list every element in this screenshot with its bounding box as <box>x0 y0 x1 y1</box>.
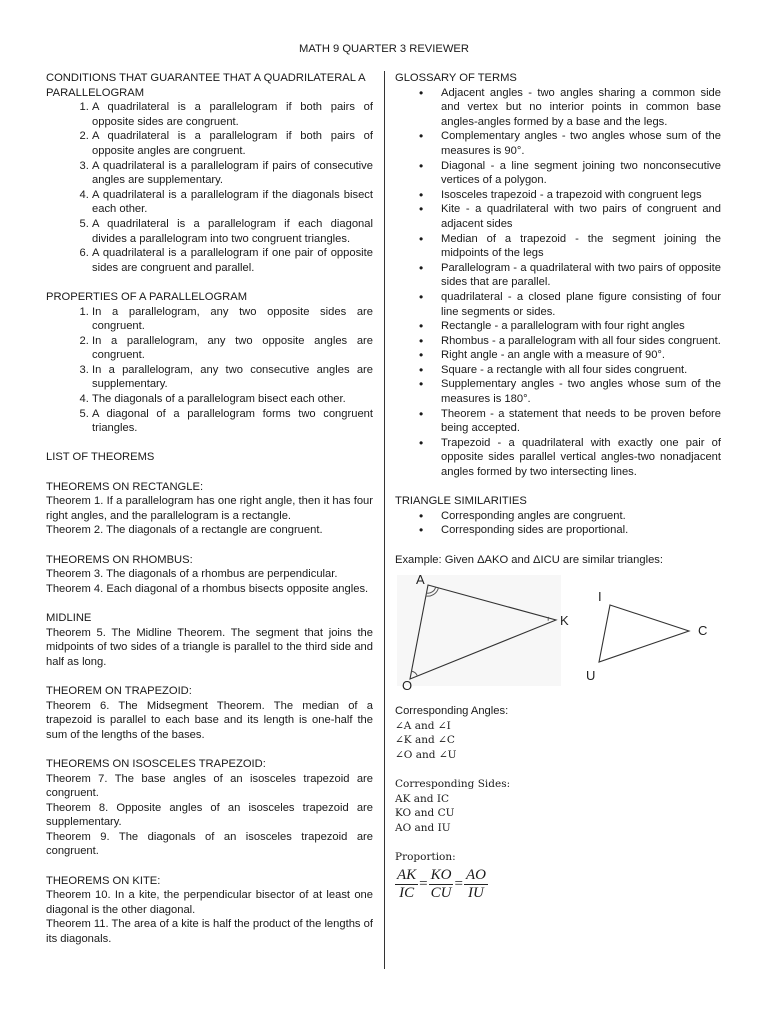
midline-heading: MIDLINE <box>46 611 92 624</box>
kite-heading: THEOREMS ON KITE: <box>46 874 161 887</box>
numerator: KO <box>430 866 452 883</box>
list-item: • Diagonal - a line segment joining two nonconsecutive vertices of a polygon. <box>441 159 721 188</box>
list-item: • Complementary angles - two angles whose sum of the measures is 90°. <box>441 129 721 158</box>
theorems-list-heading: LIST OF THEOREMS <box>46 451 155 464</box>
list-item: 1. A quadrilateral is a parallelogram if both pairs of opposite sides are congruent. <box>92 100 373 129</box>
theorem-3: Theorem 3. The diagonals of a rhombus are perpendicular. <box>46 568 338 581</box>
fraction-ak-ic <box>395 867 418 902</box>
conditions-list <box>46 100 373 275</box>
figure-background <box>397 575 561 686</box>
angle-pair: ∠K and ∠C <box>395 734 455 747</box>
theorem-6: Theorem 6. The Midsegment Theorem. The median of a trapezoid is parallel to each base and its length is one-half the sum of the lengths of the bases. <box>46 699 373 741</box>
isosceles-heading: THEOREMS ON ISOSCELES TRAPEZOID: <box>46 757 266 770</box>
theorem-7: Theorem 7. The base angles of an isosceles trapezoid are congruent. <box>46 772 373 800</box>
list-item: • Theorem - a statement that needs to be proven before being accepted. <box>441 407 721 436</box>
page-title: MATH 9 QUARTER 3 REVIEWER <box>299 43 469 55</box>
list-item: • Corresponding sides are proportional. <box>441 523 721 538</box>
list-item: 2. A quadrilateral is a parallelogram if both pairs of opposite angles are congruent. <box>92 129 373 158</box>
equals-sign: = <box>419 875 428 892</box>
glossary-heading: GLOSSARY OF TERMS <box>395 72 517 84</box>
similarity-list <box>395 509 721 538</box>
list-item: • Supplementary angles - two angles whose sum of the measures is 180°. <box>441 377 721 406</box>
denominator: IU <box>468 884 484 901</box>
column-divider <box>384 71 385 969</box>
side-pair: AO and IU <box>395 821 451 834</box>
denominator: IC <box>399 884 415 901</box>
triangles-diagram <box>395 573 725 698</box>
theorem-9: Theorem 9. The diagonals of an isosceles trapezoid are congruent. <box>46 830 373 858</box>
list-item: 3. A quadrilateral is a parallelogram if pairs of consecutive angles are supplementary. <box>92 159 373 188</box>
theorem-2: Theorem 2. The diagonals of a rectangle are congruent. <box>46 524 323 537</box>
proportion-heading: Proportion: <box>395 851 456 864</box>
list-item: • Adjacent angles - two angles sharing a common side and vertex but no interior points in common base angles-angles formed by a base and the legs. <box>441 86 721 130</box>
list-item: • Parallelogram - a quadrilateral with two pairs of opposite sides that are parallel. <box>441 261 721 290</box>
corresponding-sides-heading: Corresponding Sides: <box>395 778 511 791</box>
label-o: O <box>402 678 413 694</box>
equals-sign: = <box>454 875 463 892</box>
properties-heading: PROPERTIES OF A PARALLELOGRAM <box>46 290 248 303</box>
similar-triangles-figure <box>395 573 725 698</box>
side-pair: KO and CU <box>395 807 455 820</box>
triangle-icu <box>599 605 689 662</box>
list-item: 2. In a parallelogram, any two opposite angles are congruent. <box>92 334 373 363</box>
angle-pair: ∠O and ∠U <box>395 748 457 761</box>
list-item: • Corresponding angles are congruent. <box>441 509 721 524</box>
theorem-4: Theorem 4. Each diagonal of a rhombus bisects opposite angles. <box>46 582 369 595</box>
list-item: • Isosceles trapezoid - a trapezoid with congruent legs <box>441 188 721 203</box>
list-item: • Square - a rectangle with all four sides congruent. <box>441 363 721 378</box>
corresponding-angles-heading: Corresponding Angles: <box>395 705 509 718</box>
fraction-ao-iu <box>464 867 488 902</box>
similarity-heading: TRIANGLE SIMILARITIES <box>395 495 527 508</box>
theorem-11: Theorem 11. The area of a kite is half the product of the lengths of its diagonals. <box>46 918 373 946</box>
list-item: 6. A quadrilateral is a parallelogram if one pair of opposite sides are congruent and parallel. <box>92 246 373 275</box>
side-pair: AK and IC <box>395 792 450 805</box>
label-u: U <box>586 668 596 684</box>
list-item: 4. A quadrilateral is a parallelogram if the diagonals bisect each other. <box>92 188 373 217</box>
list-item: 5. A diagonal of a parallelogram forms two congruent triangles. <box>92 407 373 436</box>
theorem-1: Theorem 1. If a parallelogram has one right angle, then it has four right angles, and the parallelogram is a rectangle. <box>46 495 373 522</box>
example-text: Example: Given ΔAKO and ΔICU are similar triangles: <box>395 553 664 566</box>
denominator: CU <box>430 884 452 901</box>
list-item: 5. A quadrilateral is a parallelogram if each diagonal divides a parallelogram into two congruent triangles. <box>92 217 373 246</box>
theorem-8: Theorem 8. Opposite angles of an isosceles trapezoid are supplementary. <box>46 801 373 829</box>
list-item: 4. The diagonals of a parallelogram bisect each other. <box>92 392 373 407</box>
label-c: C <box>698 623 708 639</box>
label-a: A <box>416 573 425 588</box>
angle-pair: ∠A and ∠I <box>395 719 451 732</box>
list-item: 3. In a parallelogram, any two consecutive angles are supplementary. <box>92 363 373 392</box>
proportion-equation <box>395 867 721 902</box>
numerator: AK <box>397 866 417 883</box>
rhombus-heading: THEOREMS ON RHOMBUS: <box>46 553 193 566</box>
fraction-ko-cu <box>429 867 454 902</box>
list-item: • quadrilateral - a closed plane figure consisting of four line segments or sides. <box>441 290 721 319</box>
label-i: I <box>598 589 602 605</box>
conditions-heading: CONDITIONS THAT GUARANTEE THAT A QUADRILATERAL A PARALLELOGRAM <box>46 72 365 99</box>
properties-list <box>46 305 373 436</box>
list-item: • Kite - a quadrilateral with two pairs of congruent and adjacent sides <box>441 202 721 231</box>
list-item: • Rhombus - a parallelogram with all four sides congruent. <box>441 334 721 349</box>
list-item: 1. In a parallelogram, any two opposite sides are congruent. <box>92 305 373 334</box>
glossary-list <box>395 86 721 480</box>
numerator: AO <box>465 866 486 883</box>
left-column <box>46 71 373 947</box>
list-item: • Trapezoid - a quadrilateral with exactly one pair of opposite sides parallel vertical angles-two nonadjacent angles formed by two intersecting lines. <box>441 436 721 480</box>
list-item: • Rectangle - a parallelogram with four right angles <box>441 319 721 334</box>
list-item: • Median of a trapezoid - the segment joining the midpoints of the legs <box>441 232 721 261</box>
list-item: • Right angle - an angle with a measure of 90°. <box>441 348 721 363</box>
rectangle-heading: THEOREMS ON RECTANGLE: <box>46 480 204 493</box>
right-column <box>395 71 721 902</box>
trapezoid-heading: THEOREM ON TRAPEZOID: <box>46 684 192 697</box>
theorem-10: Theorem 10. In a kite, the perpendicular bisector of at least one diagonal is the other diagonal. <box>46 889 373 916</box>
theorem-5: Theorem 5. The Midline Theorem. The segment that joins the midpoints of two sides of a triangle is parallel to the third side and half as long. <box>46 626 373 668</box>
label-k: K <box>560 613 569 629</box>
